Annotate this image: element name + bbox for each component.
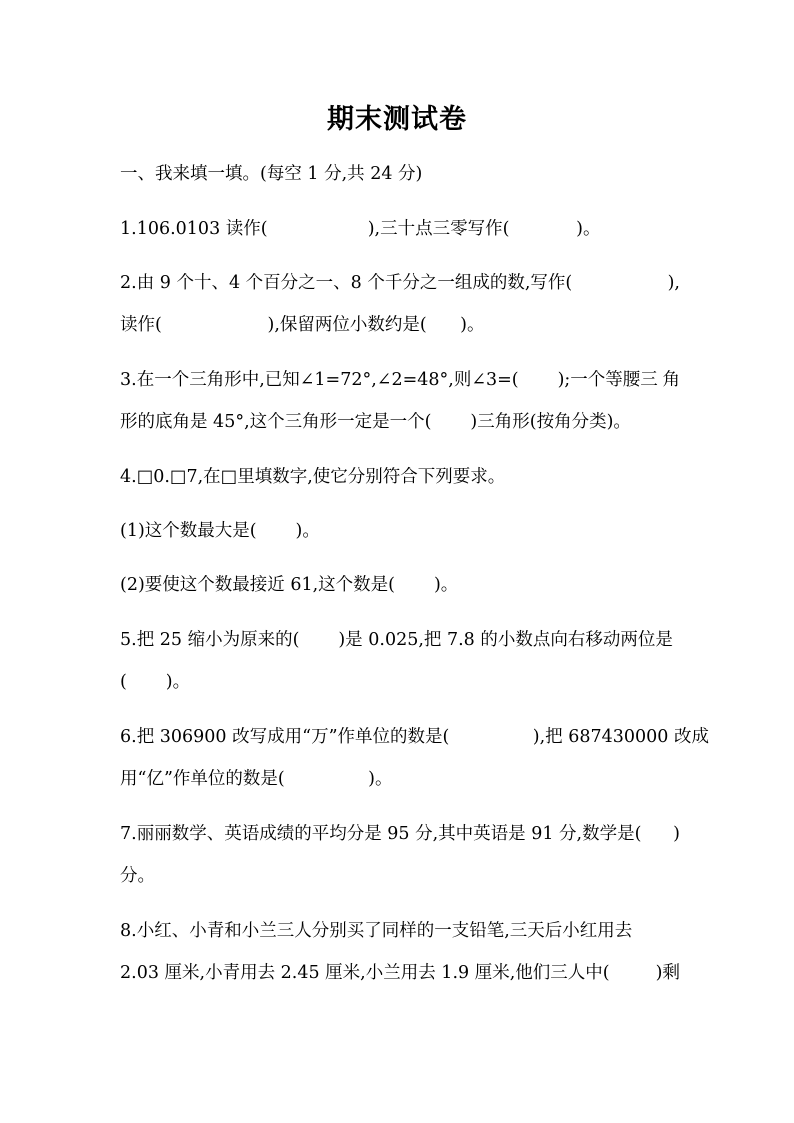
section-heading: 一、我来填一填。(每空 1 分,共 24 分) — [120, 164, 423, 184]
question-2-line-1 — [120, 270, 680, 296]
page-title: 期末测试卷 — [327, 104, 467, 135]
question-6-line-2: 用“亿”作单位的数是( )。 — [120, 769, 393, 789]
question-4: 4.□0.□7,在□里填数字,使它分别符合下列要求。 — [120, 467, 506, 487]
question-7-line-2: 分。 — [120, 866, 155, 886]
question-2-line-2: 读作( ),保留两位小数约是( )。 — [120, 315, 485, 335]
question-2-text: 2.由 9 个十、4 个百分之一、8 个千分之一组成的数,写作( — [120, 273, 573, 293]
question-7-text: 7.丽丽数学、英语成绩的平均分是 95 分,其中英语是 91 分,数学是( — [120, 824, 642, 844]
question-8-line-2 — [120, 960, 680, 986]
question-4-part-2: (2)要使这个数最接近 61,这个数是( )。 — [120, 575, 459, 595]
question-8-end: )剩 — [655, 963, 680, 983]
question-3-line-2: 形的底角是 45°,这个三角形一定是一个( )三角形(按角分类)。 — [120, 412, 631, 432]
question-2-blank-close: ), — [667, 273, 680, 293]
question-3-line-1 — [120, 367, 680, 393]
question-1: 1.106.0103 读作( ),三十点三零写作( )。 — [120, 219, 601, 239]
question-3-text: 3.在一个三角形中,已知∠1=72°,∠2=48°,则∠3=( );一个等腰三 — [120, 370, 658, 390]
question-7-blank-close: ) — [673, 824, 680, 844]
question-8-text: 2.03 厘米,小青用去 2.45 厘米,小兰用去 1.9 厘米,他们三人中( — [120, 963, 610, 983]
question-5-line-2: ( )。 — [120, 672, 191, 692]
question-7-line-1 — [120, 821, 680, 847]
question-5-line-1: 5.把 25 缩小为原来的( )是 0.025,把 7.8 的小数点向右移动两位是 — [120, 630, 673, 650]
question-6-line-1: 6.把 306900 改写成用“万”作单位的数是( ),把 687430000 改成 — [120, 727, 710, 747]
question-3-end: 角 — [662, 370, 680, 390]
question-4-part-1: (1)这个数最大是( )。 — [120, 521, 320, 541]
question-8-line-1: 8.小红、小青和小兰三人分别买了同样的一支铅笔,三天后小红用去 — [120, 921, 633, 941]
